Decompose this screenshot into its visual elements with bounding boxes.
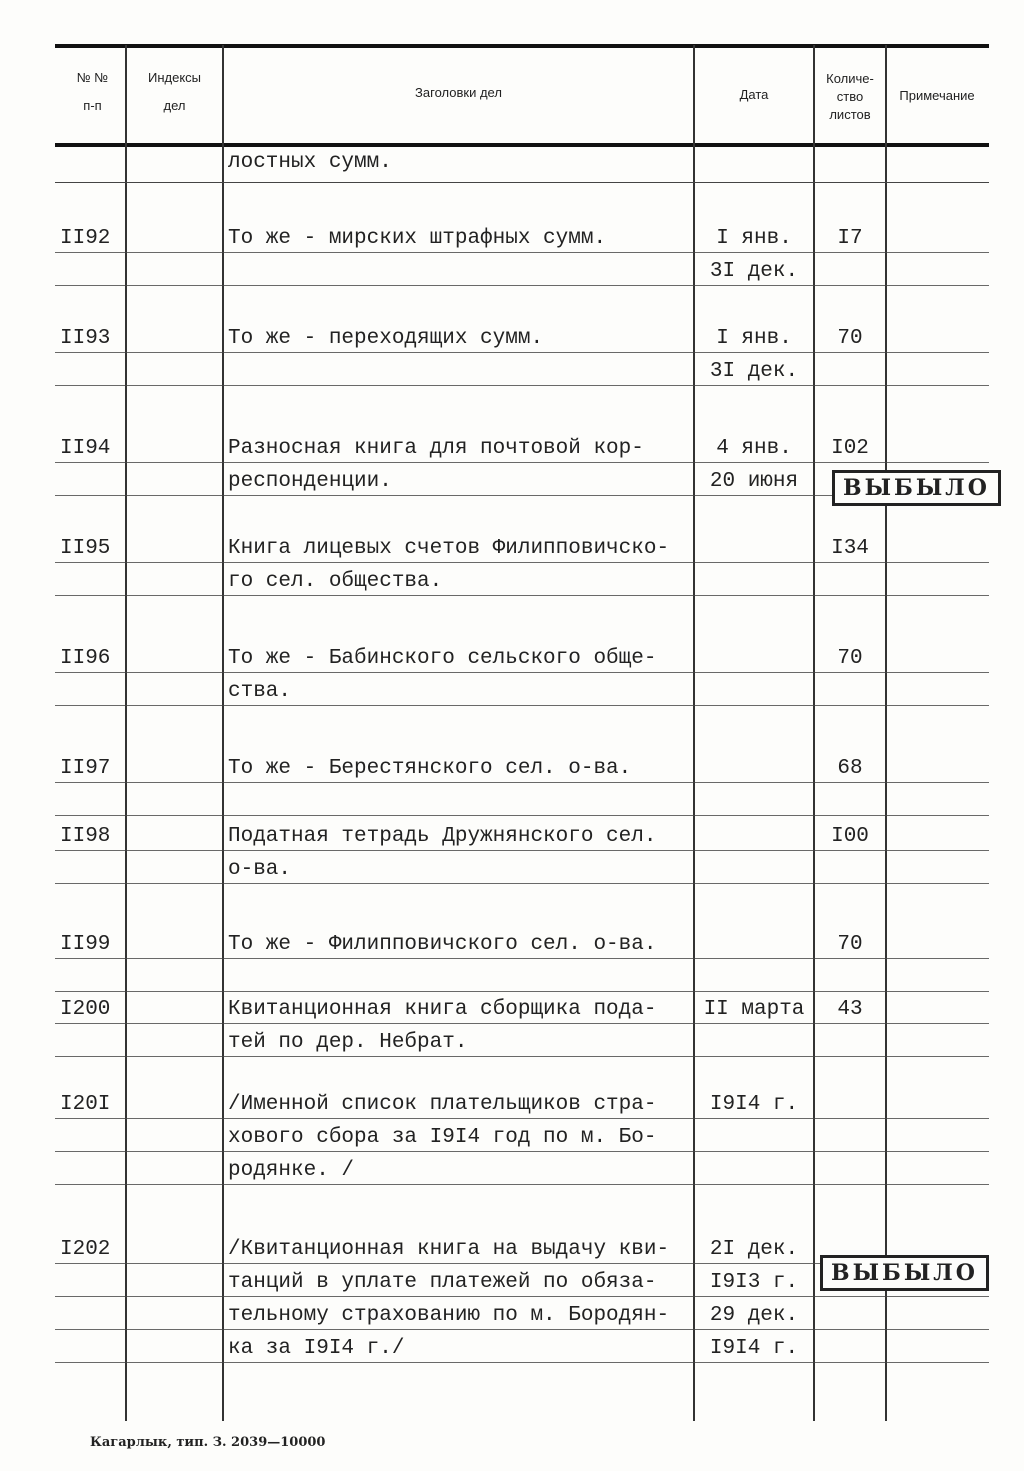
row-title-line: /Квитанционная книга на выдачу кви-: [228, 1238, 670, 1261]
row-rule: [55, 883, 989, 884]
header-index-line: Индексы: [147, 70, 201, 85]
row-title-line: Книга лицевых счетов Филипповичско-: [228, 537, 670, 560]
row-rule: [55, 595, 989, 596]
row-title-line: /Именной список плательщиков стра-: [228, 1093, 657, 1116]
top-rule: [55, 44, 989, 48]
row-title-line: тельному страхованию по м. Бородян-: [228, 1304, 670, 1327]
row-rule: [55, 352, 989, 353]
row-rule: [55, 1056, 989, 1057]
header-rule: [55, 143, 989, 147]
printer-footer: Кагарлык, тип. З. 2039—10000: [90, 1435, 326, 1450]
row-rule: [55, 672, 989, 673]
row-sheets: I34: [831, 537, 869, 560]
header-sheets-line: листов: [829, 107, 871, 122]
row-rule: [55, 285, 989, 286]
row-rule: [55, 1296, 989, 1297]
row-rule: [55, 1184, 989, 1185]
row-number: I202: [60, 1238, 111, 1261]
row-date-line: I9I3 г.: [709, 1271, 799, 1294]
row-date-line: I9I4 г.: [709, 1337, 799, 1360]
row-title-line: Разносная книга для почтовой кор-: [228, 437, 644, 460]
row-title-line: То же - Филипповичского сел. о-ва.: [228, 933, 657, 956]
row-rule: [55, 562, 989, 563]
row-rule: [55, 385, 989, 386]
row-title-line: го сел. общества.: [228, 570, 443, 593]
row-sheets: 43: [837, 998, 863, 1021]
row-number: II94: [60, 437, 111, 460]
row-date-line: 3I дек.: [709, 360, 799, 383]
row-rule: [55, 991, 989, 992]
row-title-line: хового сбора за I9I4 год по м. Бо-: [228, 1126, 657, 1149]
header-sheets: [815, 70, 885, 124]
header-sheets-line: ство: [836, 89, 864, 104]
row-sheets: I7: [837, 227, 863, 250]
row-title-line: То же - мирских штрафных сумм.: [228, 227, 607, 250]
row-title-line: ства.: [228, 680, 292, 703]
row-rule: [55, 850, 989, 851]
row-title-line: тей по дер. Небрат.: [228, 1031, 468, 1054]
row-sheets: I00: [831, 825, 869, 848]
row-date-line: I9I4 г.: [709, 1093, 799, 1116]
row-date-line: 29 дек.: [709, 1304, 799, 1327]
row-number: II93: [60, 327, 111, 350]
row-rule: [55, 1362, 989, 1363]
row-date-line: I янв.: [716, 327, 792, 350]
row-number: II97: [60, 757, 111, 780]
header-index-line: дел: [163, 98, 186, 113]
row-title-line: танций в уплате платежей по обяза-: [228, 1271, 657, 1294]
header-sheets-line: Количе-: [826, 71, 874, 86]
withdrawn-stamp: ВЫБЫЛО: [820, 1255, 989, 1291]
row-number: I200: [60, 998, 111, 1021]
header-num: [60, 70, 125, 114]
continuation-text: лостных сумм.: [228, 151, 392, 174]
row-rule: [55, 1329, 989, 1330]
row-sheets: I02: [831, 437, 869, 460]
header-index: [127, 70, 222, 114]
row-rule: [55, 815, 989, 816]
row-title-line: Податная тетрадь Дружнянского сел.: [228, 825, 657, 848]
row-number: II98: [60, 825, 111, 848]
row-sheets: 70: [837, 327, 863, 350]
row-title-line: То же - Берестянского сел. о-ва.: [228, 757, 632, 780]
row-title-line: о-ва.: [228, 858, 292, 881]
row-date-line: 3I дек.: [709, 260, 799, 283]
row-title-line: родянке. /: [228, 1159, 355, 1182]
row-rule: [55, 182, 989, 183]
row-date-line: I янв.: [716, 227, 792, 250]
header-date: Дата: [739, 87, 769, 102]
header-note: Примечание: [899, 88, 975, 103]
row-number: II99: [60, 933, 111, 956]
row-rule: [55, 1023, 989, 1024]
header-num-line: п-п: [83, 98, 102, 113]
row-number: II96: [60, 647, 111, 670]
row-number: I20I: [60, 1093, 111, 1116]
row-rule: [55, 252, 989, 253]
row-date-line: 20 июня: [709, 470, 799, 493]
header-title: Заголовки дел: [415, 85, 502, 100]
row-rule: [55, 1151, 989, 1152]
row-title-line: ка за I9I4 г./: [228, 1337, 405, 1360]
row-title-line: То же - Бабинского сельского обще-: [228, 647, 657, 670]
row-title-line: То же - переходящих сумм.: [228, 327, 544, 350]
row-date-line: 2I дек.: [709, 1238, 799, 1261]
row-sheets: 70: [837, 647, 863, 670]
row-sheets: 70: [837, 933, 863, 956]
row-rule: [55, 958, 989, 959]
row-rule: [55, 462, 989, 463]
row-date-line: 4 янв.: [716, 437, 792, 460]
withdrawn-stamp: ВЫБЫЛО: [832, 470, 1001, 506]
row-rule: [55, 705, 989, 706]
row-sheets: 68: [837, 757, 863, 780]
row-number: II95: [60, 537, 111, 560]
row-number: II92: [60, 227, 111, 250]
row-title-line: респонденции.: [228, 470, 392, 493]
row-rule: [55, 782, 989, 783]
row-title-line: Квитанционная книга сборщика пода-: [228, 998, 657, 1021]
row-date-line: II марта: [703, 998, 805, 1021]
header-num-line: № №: [76, 70, 109, 85]
row-rule: [55, 1118, 989, 1119]
